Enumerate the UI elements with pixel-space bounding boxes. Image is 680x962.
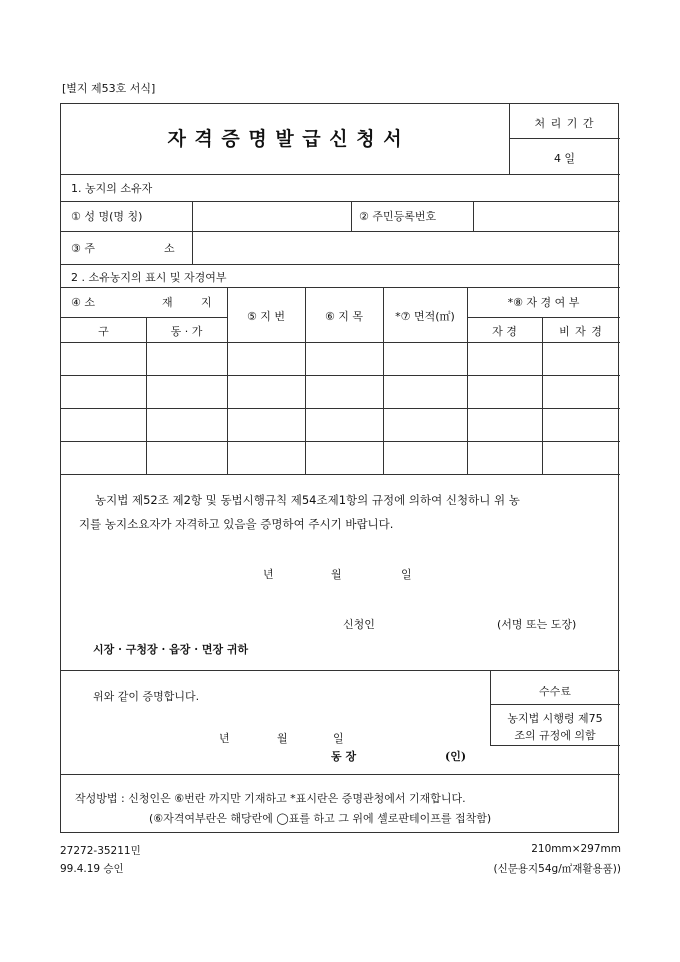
paper-type: (신문용지54g/㎡재활용품)) [493, 863, 621, 875]
land-table-row[interactable] [61, 409, 620, 440]
owner-name-field[interactable] [194, 203, 349, 229]
district-header: 구 [98, 325, 109, 338]
application-text-line1: 농지법 제52조 제2항 및 동법시행규칙 제54조제1항의 규정에 의하여 신청하니 위 농 [95, 493, 520, 507]
application-day-label: 일 [401, 568, 412, 581]
certify-year-label: 년 [219, 732, 230, 745]
official-seal: (인) [445, 750, 467, 763]
paper-size: 210mm×297mm [531, 843, 621, 855]
processing-period-label: 처 리 기 간 [534, 117, 595, 130]
form-title: 자 격 증 명 발 급 신 청 서 [167, 128, 403, 150]
location-label: ④ 소 [71, 296, 95, 309]
form-code: 27272-35211민 [60, 845, 141, 857]
owner-name-label: ① 성 명(명 칭) [71, 210, 143, 223]
resident-number-field[interactable] [475, 203, 618, 229]
land-category-header: ⑥ 지 목 [324, 310, 364, 323]
fee-label: 수수료 [539, 685, 571, 698]
application-month-label: 월 [331, 568, 342, 581]
land-table-row[interactable] [61, 376, 620, 407]
location-label-end: 지 [201, 296, 212, 309]
section1-heading: 1. 농지의 소유자 [71, 182, 153, 195]
fee-basis-line1: 농지법 시행령 제75 [507, 712, 603, 725]
area-header: *⑦ 면적(㎡) [395, 310, 455, 323]
application-form [60, 103, 619, 833]
section2-heading: 2 . 소유농지의 표시 및 자경여부 [71, 271, 227, 284]
signature-label: (서명 또는 도장) [497, 618, 577, 631]
processing-period-value: 4 일 [553, 152, 576, 165]
certify-month-label: 월 [277, 732, 288, 745]
certify-text: 위와 같이 증명합니다. [93, 690, 200, 703]
land-table-row[interactable] [61, 343, 620, 375]
addressee: 시장 · 구청장 · 읍장 · 면장 귀하 [93, 643, 249, 656]
fee-basis-line2: 조의 규정에 의함 [514, 729, 596, 742]
land-table-row[interactable] [61, 442, 620, 473]
instructions-line1: 작성방법 : 신청인은 ⑥번란 까지만 기재하고 *표시란은 증명관청에서 기재합니다. [75, 792, 466, 805]
address-label: ③ 주 [71, 242, 95, 255]
resident-number-label: ② 주민등록번호 [359, 210, 437, 223]
approval-date: 99.4.19 승인 [60, 863, 124, 875]
official-title: 동 장 [331, 750, 357, 763]
non-self-farm-header: 비 자 경 [559, 325, 603, 338]
application-year-label: 년 [263, 568, 274, 581]
lot-number-header: ⑤ 지 번 [246, 310, 286, 323]
instructions-line2: (⑥자격여부란은 해당란에 ◯표를 하고 그 위에 셀로판테이프를 접착함) [149, 812, 492, 825]
applicant-label: 신청인 [343, 618, 375, 631]
application-text-line2: 지를 농지소요자가 자격하고 있음을 증명하여 주시기 바랍니다. [79, 517, 394, 531]
address-label-suffix: 소 [164, 242, 175, 255]
location-label-mid: 재 [162, 296, 173, 309]
address-field[interactable] [194, 233, 618, 262]
certify-day-label: 일 [333, 732, 344, 745]
self-farming-header: *⑧ 자 경 여 부 [507, 296, 580, 309]
form-number-label: [별지 제53호 서식] [62, 82, 156, 95]
dong-header: 동 · 가 [170, 325, 203, 338]
self-farm-header: 자 경 [492, 325, 517, 338]
